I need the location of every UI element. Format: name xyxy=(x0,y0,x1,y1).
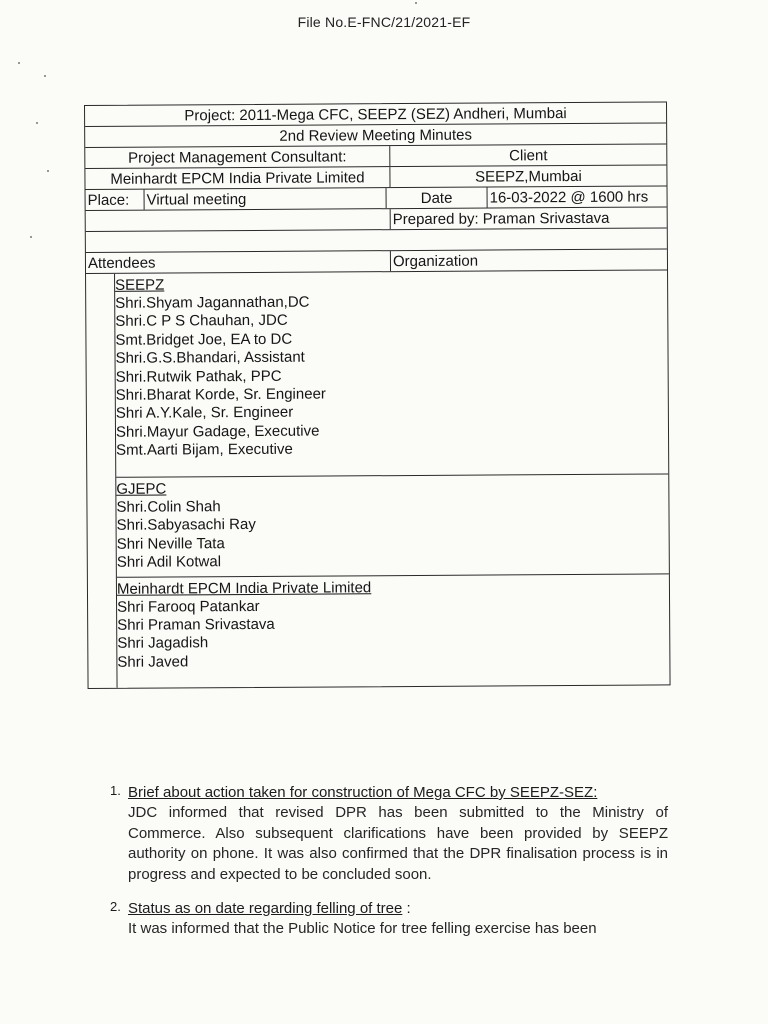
scan-speck xyxy=(30,236,32,238)
attendee-name: Smt.Aarti Bijam, Executive xyxy=(116,440,293,460)
item-number: 1. xyxy=(110,783,121,798)
meeting-info-table xyxy=(84,101,671,689)
attendee-name: Shri Javed xyxy=(117,653,189,671)
attendees-label: Attendees xyxy=(86,251,391,273)
client-value: SEEPZ,Mumbai xyxy=(475,167,582,186)
place-label: Place: xyxy=(86,190,145,210)
attendees-list xyxy=(86,270,670,688)
attendee-name: Shri.C P S Chauhan, JDC xyxy=(115,312,288,331)
minutes-items xyxy=(112,783,668,954)
organization-label: Organization xyxy=(392,252,479,270)
attendee-group-seepz xyxy=(115,270,668,477)
attendee-name: Shri Praman Srivastava xyxy=(117,615,275,634)
item-heading-suffix: : xyxy=(402,900,411,917)
attendee-group-meinhardt xyxy=(117,574,670,688)
client-label: Client xyxy=(509,146,548,164)
item-body: It was informed that the Public Notice for tree felling exercise has been xyxy=(128,920,597,937)
item-heading: Brief about action taken for construction of Mega CFC by SEEPZ-SEZ: xyxy=(128,784,598,801)
attendee-name: Smt.Bridget Joe, EA to DC xyxy=(115,330,293,349)
item-number: 2. xyxy=(110,899,121,914)
minutes-item xyxy=(112,899,668,940)
project-title: Project: 2011-Mega CFC, SEEPZ (SEZ) Andheri, Mumbai xyxy=(184,104,567,124)
scan-speck xyxy=(415,2,417,4)
attendee-name: Shri.Colin Shah xyxy=(116,498,221,516)
scan-speck xyxy=(47,170,49,172)
attendee-name: Shri.Bharat Korde, Sr. Engineer xyxy=(115,385,326,404)
date-label: Date xyxy=(387,188,488,209)
minutes-item xyxy=(112,783,668,885)
attendee-name: Shri A.Y.Kale, Sr. Engineer xyxy=(115,404,294,423)
item-body: JDC informed that revised DPR has been submitted to the Ministry of Commerce. Also subsequent clarifications have been provided by SEEPZ authority on phone. It was also confirmed that the DPR finalisation process is in progress and expected to be concluded soon. xyxy=(128,804,668,883)
group-heading: Meinhardt EPCM India Private Limited xyxy=(116,578,372,598)
scan-speck xyxy=(44,75,46,77)
attendee-name: Shri.Mayur Gadage, Executive xyxy=(115,422,320,441)
attendee-name: Shri Adil Kotwal xyxy=(116,553,222,572)
attendee-name: Shri.Shyam Jagannathan,DC xyxy=(115,293,310,312)
meeting-title: 2nd Review Meeting Minutes xyxy=(279,126,473,145)
group-heading: SEEPZ xyxy=(115,276,165,294)
pmc-value: Meinhardt EPCM India Private Limited xyxy=(85,167,390,189)
attendee-name: Shri Neville Tata xyxy=(116,534,225,553)
attendee-group-gjepc xyxy=(116,474,669,577)
date-value: 16-03-2022 @ 1600 hrs xyxy=(489,188,649,207)
item-heading: Status as on date regarding felling of tree xyxy=(128,900,403,917)
scan-speck xyxy=(18,62,20,64)
place-value: Virtual meeting xyxy=(146,190,247,209)
group-heading: GJEPC xyxy=(116,480,167,498)
attendees-gutter xyxy=(86,274,118,688)
prepared-by: Prepared by: Praman Srivastava xyxy=(392,209,610,228)
attendee-name: Shri Jagadish xyxy=(117,634,209,653)
empty-cell xyxy=(86,209,391,231)
file-number: File No.E-FNC/21/2021-EF xyxy=(297,14,471,30)
attendee-name: Shri.Sabyasachi Ray xyxy=(116,516,256,535)
attendee-name: Shri.G.S.Bhandari, Assistant xyxy=(115,348,305,368)
attendee-name: Shri Farooq Patankar xyxy=(117,597,260,616)
scan-speck xyxy=(36,122,38,124)
attendee-name: Shri.Rutwik Pathak, PPC xyxy=(115,367,282,386)
pmc-label: Project Management Consultant: xyxy=(85,146,390,168)
